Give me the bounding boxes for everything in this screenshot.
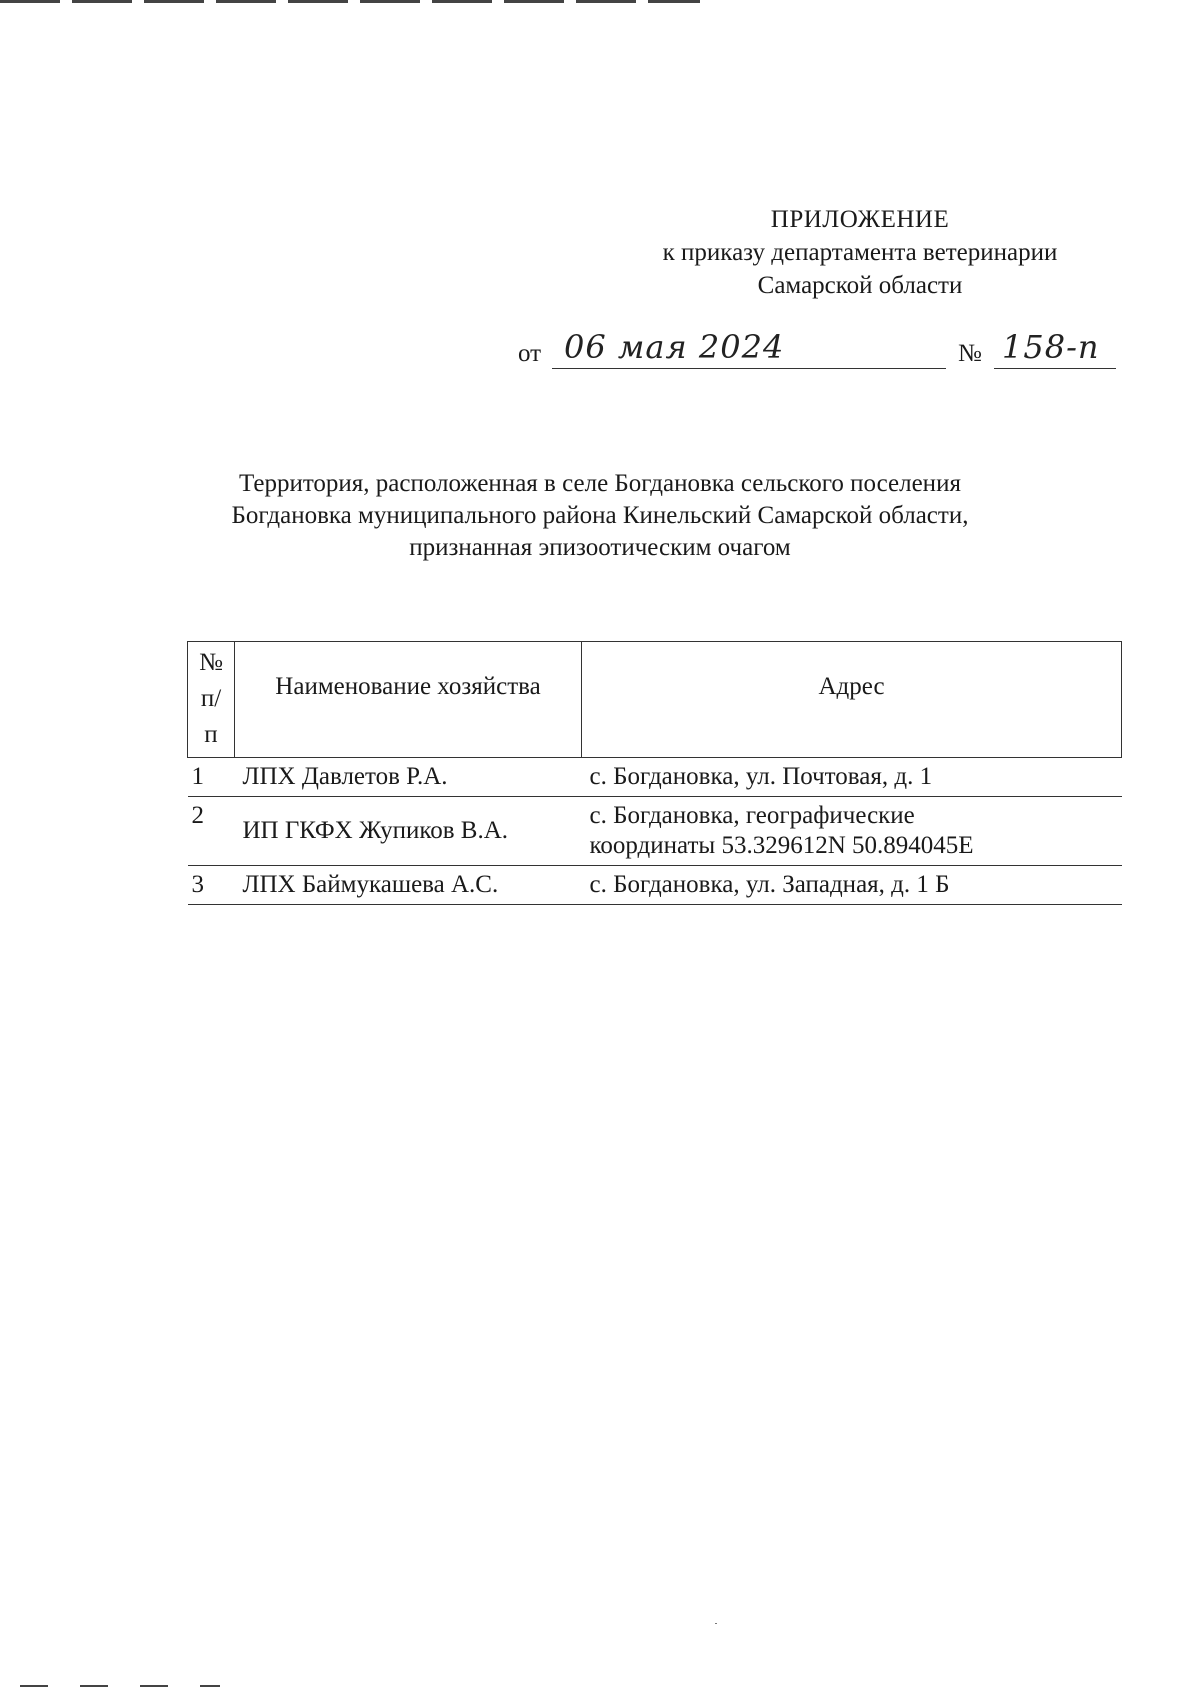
row-address-line-1: с. Богдановка, географические [589, 802, 915, 829]
scan-speck [715, 1623, 717, 1624]
appendix-block [610, 203, 1110, 302]
header-number-symbol: № [199, 649, 223, 676]
row-farm-name: ЛПХ Баймукашева А.С. [235, 866, 582, 905]
row-address-line-1: с. Богдановка, ул. Почтовая, д. 1 [589, 763, 933, 790]
row-address [582, 797, 1122, 866]
row-farm-name: ИП ГКФХ Жупиков В.А. [235, 797, 582, 866]
number-prefix: № [958, 340, 982, 367]
number-blank-line [994, 368, 1116, 369]
header-address: Адрес [582, 642, 1122, 758]
farms-table [187, 641, 1122, 905]
document-heading [150, 468, 1050, 564]
heading-line-2: Богдановка муниципального района Кинельский Самарской области, [231, 502, 969, 529]
header-number [188, 642, 235, 758]
row-address [582, 758, 1122, 797]
order-reference [518, 328, 1118, 378]
table-header-row [188, 642, 1122, 758]
heading-line-1: Территория, расположенная в селе Богдановка сельского поселения [239, 470, 961, 497]
scan-edge-bottom [20, 1685, 220, 1687]
table-row [188, 866, 1122, 905]
date-blank-line [552, 368, 946, 369]
row-number: 3 [188, 866, 235, 905]
row-address-line-2: координаты 53.329612N 50.894045E [589, 832, 974, 859]
scan-edge-top [0, 0, 700, 3]
table-row [188, 758, 1122, 797]
handwritten-date: 06 мая 2024 [564, 328, 785, 366]
heading-line-3: признанная эпизоотическим очагом [409, 534, 791, 561]
row-number: 2 [188, 797, 235, 866]
header-name: Наименование хозяйства [235, 642, 582, 758]
appendix-line-2: Самарской области [757, 272, 963, 299]
table-row [188, 797, 1122, 866]
appendix-title: ПРИЛОЖЕНИЕ [770, 206, 950, 233]
date-prefix: от [518, 340, 542, 367]
row-address [582, 866, 1122, 905]
row-number: 1 [188, 758, 235, 797]
row-farm-name: ЛПХ Давлетов Р.А. [235, 758, 582, 797]
header-number-pp: п/п [200, 685, 222, 748]
row-address-line-1: с. Богдановка, ул. Западная, д. 1 Б [589, 871, 950, 898]
appendix-line-1: к приказу департамента ветеринарии [662, 239, 1058, 266]
handwritten-number: 158-п [1002, 328, 1100, 366]
